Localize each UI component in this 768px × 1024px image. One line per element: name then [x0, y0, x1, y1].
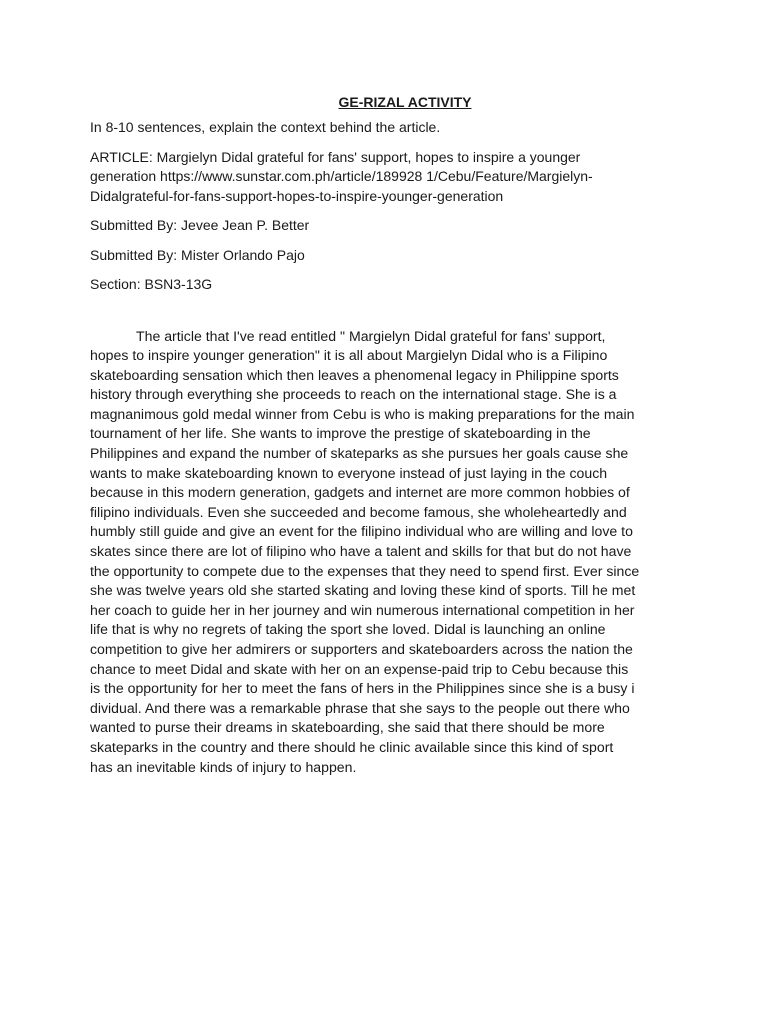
- essay-line: tournament of her life. She wants to improve the prestige of skateboarding in the: [90, 425, 591, 442]
- document-content: [90, 92, 680, 777]
- section-label: Section: BSN3-13G: [90, 276, 213, 292]
- essay-line: The article that I've read entitled " Margielyn Didal grateful for fans' support,: [136, 327, 606, 344]
- submitted-by-teacher: Submitted By: Mister Orlando Pajo: [90, 246, 305, 263]
- essay-line: chance to meet Didal and skate with her on an expense-paid trip to Cebu because this: [90, 660, 629, 677]
- essay-line: she was twelve years old she started skating and loving these kind of sports. Till he met: [90, 582, 636, 599]
- essay-line: dividual. And there was a remarkable phrase that she says to the people out there who: [90, 699, 630, 716]
- essay-line: skateboarding sensation which then leaves a phenomenal legacy in Philippine sports: [90, 366, 619, 383]
- article-line: ARTICLE: Margielyn Didal grateful for fans' support, hopes to inspire a younger: [90, 148, 581, 165]
- article-line: generation https://www.sunstar.com.ph/article/189928 1/Cebu/Feature/Margielyn-: [90, 168, 593, 184]
- essay-line: history through everything she proceeds to reach on the international stage. She is a: [90, 386, 617, 403]
- article-line: Didalgrateful-for-fans-support-hopes-to-inspire-younger-generation: [90, 187, 504, 204]
- instruction-text: In 8-10 sentences, explain the context behind the article.: [90, 119, 441, 135]
- essay-line: humbly still guide and give an event for the filipino individual who are willing and love to: [90, 523, 633, 540]
- essay-line: wanted to purse their dreams in skateboarding, she said that there should be more: [90, 719, 605, 736]
- essay-line: because in this modern generation, gadgets and internet are more common hobbies of: [90, 484, 630, 501]
- article-reference: [90, 148, 680, 207]
- essay-line: life that is why no regrets of taking the sport she loved. Didal is launching an online: [90, 621, 606, 638]
- submitted-by-student: Submitted By: Jevee Jean P. Better: [90, 217, 310, 233]
- essay-line: skateparks in the country and there should he clinic available since this kind of sport: [90, 738, 614, 755]
- spacer: [90, 305, 680, 327]
- essay-line: her coach to guide her in her journey and win numerous international competition in her: [90, 601, 635, 618]
- essay-line: the opportunity to compete due to the expenses that they need to spend first. Ever since: [90, 562, 640, 579]
- essay-line: competition to give her admirers or supporters and skateboarders across the nation the: [90, 641, 633, 657]
- essay-line: Philippines and expand the number of skateparks as she pursues her goals cause she: [90, 445, 629, 462]
- essay-line: wants to make skateboarding known to everyone instead of just laying in the couch: [90, 464, 608, 481]
- essay-line: hopes to inspire younger generation" it is all about Margielyn Didal who is a Filipino: [90, 347, 608, 364]
- document-title: GE-RIZAL ACTIVITY: [338, 94, 472, 110]
- essay-line: filipino individuals. Even she succeeded and become famous, she wholeheartedly and: [90, 503, 627, 520]
- essay-line: magnanimous gold medal winner from Cebu is who is making preparations for the main: [90, 405, 635, 422]
- essay-line: is the opportunity for her to meet the fans of hers in the Philippines since she is a busy i: [90, 680, 635, 697]
- essay-line: skates since there are lot of filipino who have a talent and skills for that but do not have: [90, 543, 632, 560]
- essay-line: has an inevitable kinds of injury to happen.: [90, 758, 357, 775]
- essay-body: [90, 327, 680, 778]
